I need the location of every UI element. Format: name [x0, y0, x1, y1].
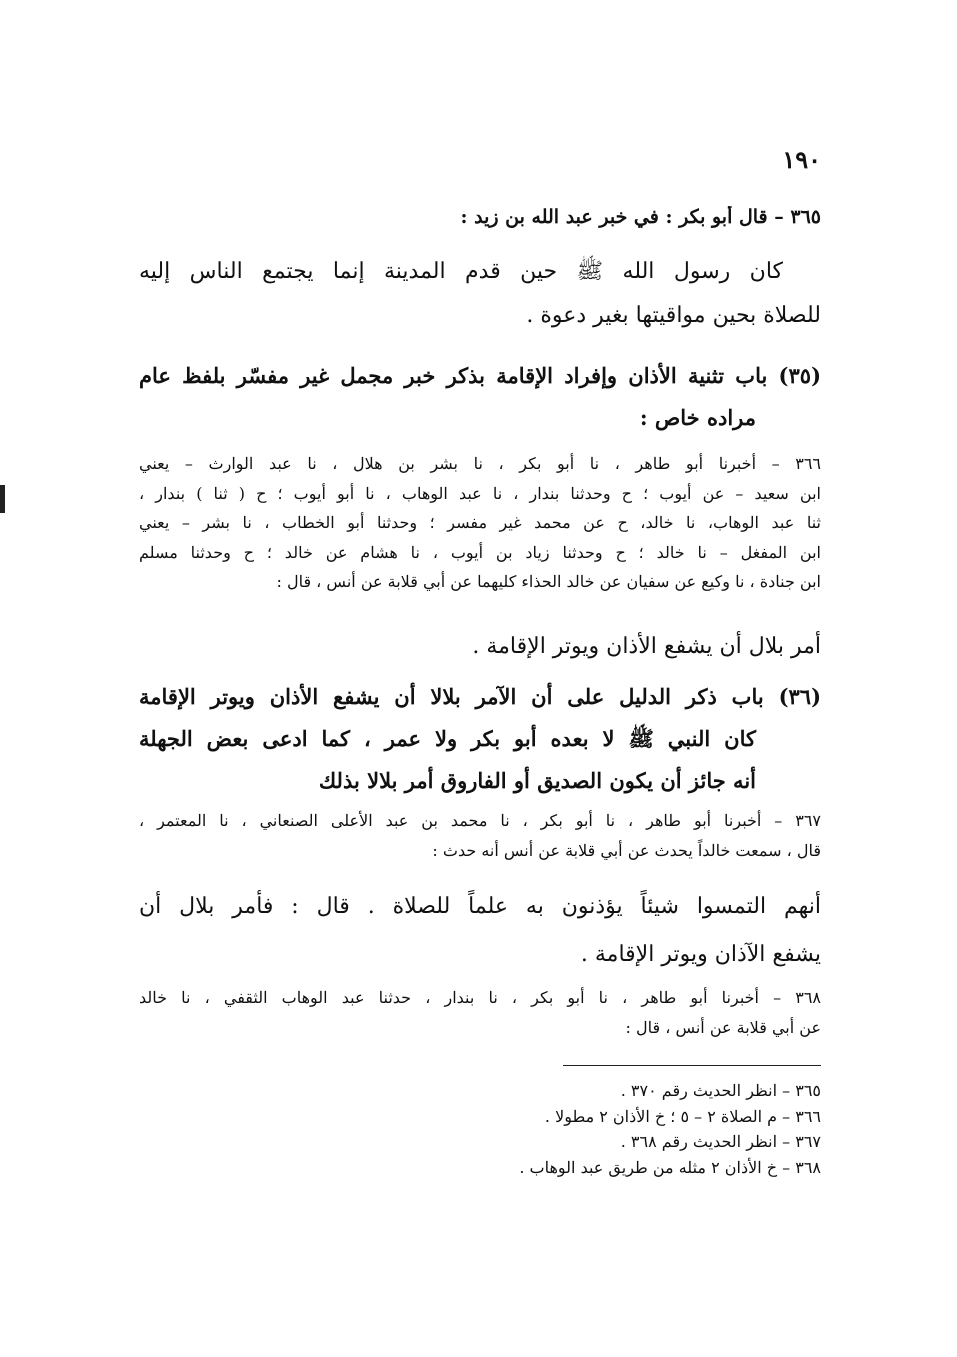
footnote: ٣٦٥ – انظر الحديث رقم ٣٧٠ . [620, 1081, 821, 1100]
text-line: كان رسول الله ﷺ حين قدم المدينة إنما يجتمع الناس إليه [139, 259, 783, 284]
footnote: ٣٦٨ – خ الأذان ٢ مثله من طريق عبد الوهاب . [519, 1157, 821, 1177]
isnad-line: عن أبي قلابة عن أنس ، قال : [625, 1017, 821, 1037]
hadith-367-matn [139, 883, 821, 979]
hadith-367-isnad [139, 806, 821, 865]
isnad-line: ابن سعيد – عن أيوب ؛ ح وحدثنا بندار ، نا عبد الوهاب ، نا أبو أيوب ؛ ح ( ثنا ) بندار ، [139, 483, 821, 503]
hadith-366-matn: أمر بلال أن يشفع الأذان ويوتر الإقامة . [472, 634, 821, 659]
hadith-365-intro: ٣٦٥ – قال أبو بكر : في خبر عبد الله بن زيد : [460, 206, 821, 228]
heading-line: كان النبي ﷺ لا بعده أبو بكر ولا عمر ، كما ادعى بعض الجهلة [139, 726, 756, 751]
hadith-366-isnad [139, 449, 821, 597]
chapter-35-heading [139, 355, 821, 439]
matn-line: يشفع الآذان ويوتر الإقامة . [580, 942, 821, 967]
heading-line: مراده خاص : [639, 405, 756, 430]
footnote: ٣٦٧ – انظر الحديث رقم ٣٦٨ . [620, 1132, 821, 1151]
hadith-365-text [139, 250, 821, 338]
isnad-line: قال ، سمعت خالداً يحدث عن أبي قلابة عن أنس أنه حدث : [432, 840, 821, 860]
hadith-368-isnad [139, 983, 821, 1042]
footnote: ٣٦٦ – م الصلاة ٢ – ٥ ؛ خ الأذان ٢ مطولا . [544, 1106, 821, 1126]
matn-line: أنهم التمسوا شيئاً يؤذنون به علماً للصلاة . قال : فأمر بلال أن [139, 894, 821, 919]
heading-line: (٣٦) باب ذكر الدليل على أن الآمر بلالا أن يشفع الأذان ويوتر الإقامة [139, 684, 821, 709]
heading-line: (٣٥) باب تثنية الأذان وإفراد الإقامة بذكر خبر مجمل غير مفسّر بلفظ عام [139, 363, 821, 388]
isnad-line: ٣٦٦ – أخبرنا أبو طاهر ، نا أبو بكر ، نا بشر بن هلال ، نا عبد الوارث – يعني [139, 454, 821, 473]
heading-line: أنه جائز أن يكون الصديق أو الفاروق أمر بلالا بذلك [318, 768, 756, 793]
footnote-separator [563, 1065, 821, 1066]
chapter-36-heading [139, 676, 821, 802]
isnad-line: ٣٦٨ – أخبرنا أبو طاهر ، نا أبو بكر ، نا بندار ، حدثنا عبد الوهاب الثقفي ، نا خالد [139, 988, 821, 1007]
isnad-line: ثنا عبد الوهاب، نا خالد، ح عن محمد غير مفسر ؛ وحدثنا أبو الخطاب ، نا بشر – يعني [139, 513, 821, 532]
page-number: ١٩٠ [782, 145, 821, 174]
footnotes [139, 1078, 821, 1180]
text-line: للصلاة بحين مواقيتها بغير دعوة . [526, 303, 821, 328]
isnad-line: ٣٦٧ – أخبرنا أبو طاهر ، نا أبو بكر ، نا محمد بن عبد الأعلى الصنعاني ، نا المعتمر ، [139, 811, 821, 830]
scan-edge-mark [0, 485, 5, 513]
isnad-line: ابن المفغل – نا خالد ؛ ح وحدثنا زياد بن أيوب ، نا هشام عن خالد ؛ ح وحدثنا مسلم [139, 542, 821, 562]
isnad-line: ابن جنادة ، نا وكيع عن سفيان عن خالد الحذاء كليهما عن أبي قلابة عن أنس ، قال : [276, 572, 821, 591]
